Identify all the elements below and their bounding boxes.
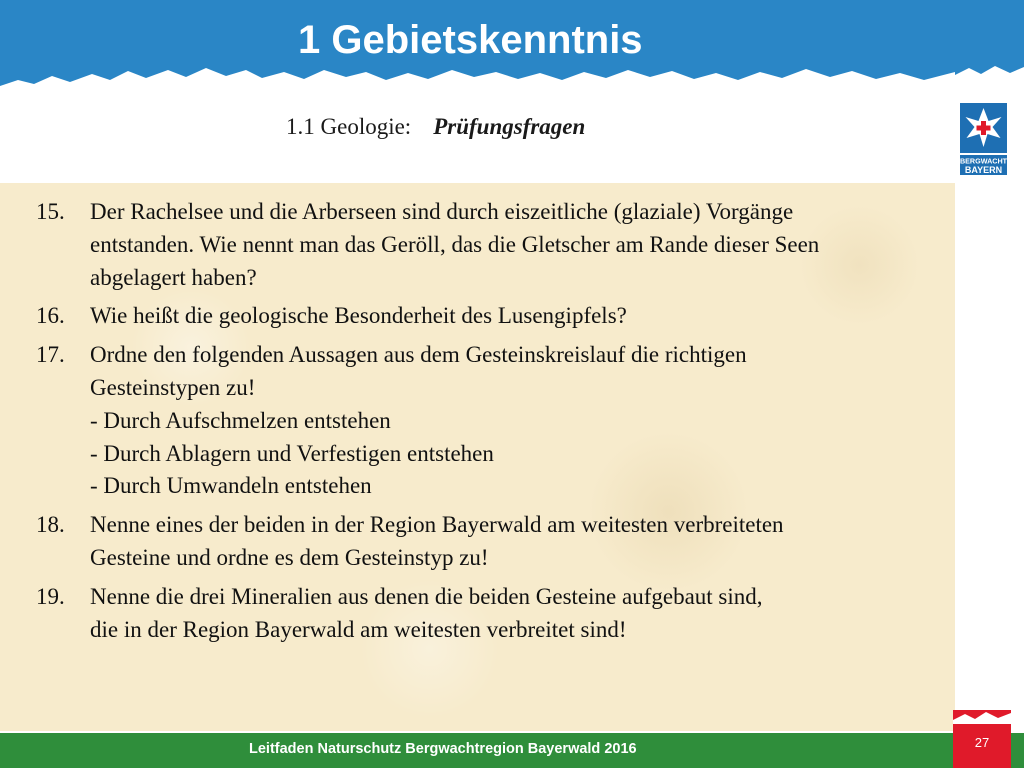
question-item <box>36 300 996 333</box>
right-header-strip <box>955 0 1024 95</box>
question-text-line: - Durch Ablagern und Verfestigen entstehen <box>90 440 494 466</box>
question-text-line: Ordne den folgenden Aussagen aus dem Gesteinskreislauf die richtigen <box>90 342 747 368</box>
question-number: 17. <box>36 342 65 368</box>
question-item <box>36 196 996 294</box>
slide-title: 1 Gebietskenntnis <box>298 18 643 62</box>
question-text-line: entstanden. Wie nennt man das Geröll, das die Gletscher am Rande dieser Seen <box>90 231 820 257</box>
slide-subtitle <box>286 112 585 142</box>
footer-bar <box>0 733 955 768</box>
question-number: 18. <box>36 512 65 538</box>
question-list <box>36 196 996 652</box>
question-text-line: - Durch Umwandeln entstehen <box>90 473 372 499</box>
logo-text-line1: BERGWACHT <box>959 156 1008 166</box>
subtitle-emphasis: Prüfungsfragen <box>433 114 586 139</box>
bergwacht-logo <box>957 101 1010 177</box>
question-number: 15. <box>36 199 65 224</box>
question-item <box>36 339 996 503</box>
page-number-badge <box>953 710 1011 768</box>
question-item <box>36 509 996 575</box>
page-number: 27 <box>974 735 990 750</box>
question-text-line: Gesteinstypen zu! <box>90 374 256 400</box>
subtitle-label: 1.1 Geologie: <box>286 114 412 139</box>
footer-text: Leitfaden Naturschutz Bergwachtregion Bayerwald 2016 <box>249 741 637 757</box>
question-text-line: Gesteine und ordne es dem Gesteinstyp zu! <box>90 544 489 570</box>
edelweiss-cross-icon <box>957 101 1010 177</box>
header-band <box>0 0 955 95</box>
question-number: 19. <box>36 583 65 609</box>
question-item <box>36 581 996 647</box>
question-text-line: Wie heißt die geologische Besonderheit des Lusengipfels? <box>90 303 627 329</box>
question-text-line: Nenne die drei Mineralien aus denen die beiden Gesteine aufgebaut sind, <box>90 583 763 609</box>
question-text-line: Nenne eines der beiden in der Region Bayerwald am weitesten verbreiteten <box>90 512 784 538</box>
question-text-line: abgelagert haben? <box>90 264 257 290</box>
question-text-line: Der Rachelsee und die Arberseen sind durch eiszeitliche (glaziale) Vorgänge <box>90 199 794 224</box>
logo-text-line2: BAYERN <box>964 165 1003 175</box>
question-text-line: - Durch Aufschmelzen entstehen <box>90 407 391 433</box>
question-text-line: die in der Region Bayerwald am weitesten verbreitet sind! <box>90 616 627 642</box>
flag-corner-icon <box>955 0 1024 95</box>
question-number: 16. <box>36 303 65 329</box>
